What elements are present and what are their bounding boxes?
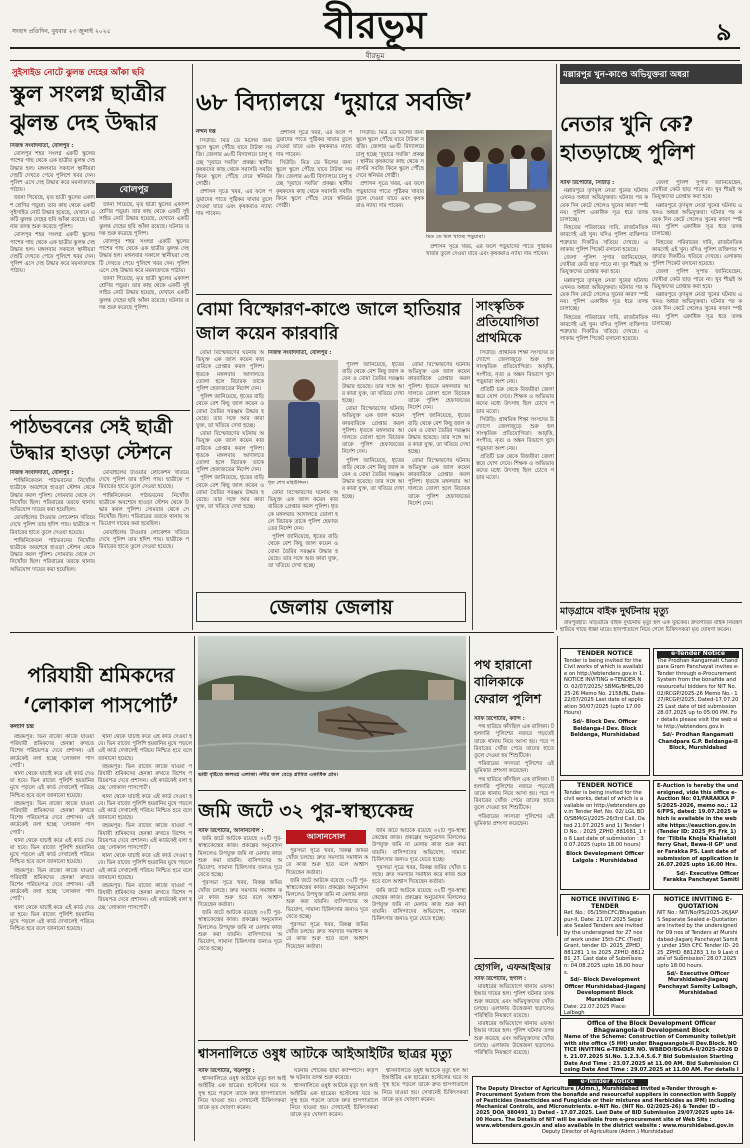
column-rule bbox=[556, 64, 557, 630]
paragraph: থানা থেকে যাচাই করে এই কার্ড দেওয়া হবে। ভিন রাজ্যে পুলিশি হয়রানির মুখে পড়লে এই কার্ড দেখালেই পরিচয় নিশ্চিত হবে বলে জানানো হয়েছে। bbox=[98, 853, 192, 881]
story-body bbox=[98, 734, 192, 1138]
masthead-rule bbox=[10, 47, 740, 49]
story-headline: পরিযায়ী শ্রমিকদের ‘লোকাল পাসপোর্ট’ bbox=[22, 663, 180, 717]
e-auction-notice bbox=[653, 780, 743, 890]
paragraph: বহরমপুর: ভিন রাজ্যে কাজে যাওয়া পরিযায়ী শ্রমিকদের হেনস্তা রুখতে বিশেষ পরিচয়পত্র দেবে প্রশাসন। এই কার্ডকেই বলা হচ্ছে ‘লোকাল পাসপোর্ট’। bbox=[98, 883, 192, 911]
paragraph: শ্বাসনালিতে ওষুধ আটকে মৃত্যু হল আইআইটির এক ছাত্রের। হস্টেলের ঘরে অসুস্থ হয়ে পড়লে তাকে দ্রুত হাসপাতালে নিয়ে যাওয়া হয়। সেখানেই চিকিৎসকরা তাকে মৃত ঘোষণা করেন। bbox=[382, 1068, 468, 1103]
paragraph: পুলিশ জানিয়েছে, ধৃতের বাড়ি থেকে বেশ কিছু জাল কয়েন ও বোমা তৈরির সরঞ্জাম উদ্ধার হয়েছে। তার সঙ্গে আর কারা যুক্ত, তা খতিয়ে দেখা হচ্ছে। bbox=[408, 413, 470, 456]
story-body bbox=[198, 1068, 286, 1140]
notice-signature: Sd/- Executive Officer Murshidabad-Jiaganj Panchayat Samity Lalbagh, Murshidabad bbox=[658, 970, 738, 997]
story-headline: স্কুল সংলগ্ন ছাত্রীর ঝুলন্ত দেহ উদ্ধার bbox=[10, 82, 166, 136]
divider bbox=[10, 632, 554, 633]
story-body bbox=[426, 244, 552, 290]
paragraph: বোমা বিস্ফোরণের ঘটনায় অভিযুক্ত এক জাল কয়েন কারবারিকে গ্রেপ্তার করল পুলিশ। ধৃতকে মঙ্গলবার আদালতে তোলা হলে বিচারক তাকে পুলিশ হেফাজতের নির্দেশ দেন। bbox=[408, 457, 470, 507]
column-rule bbox=[194, 636, 195, 1141]
paragraph: পরিবারের সদস্যরা পুলিশের এই ভূমিকার প্রশংসা করেছেন। bbox=[474, 813, 554, 827]
story-body bbox=[198, 828, 282, 1040]
story-body bbox=[474, 716, 554, 956]
story-headline: জমি জটে ৩২ পুর-স্বাস্থ্যকেন্দ্র bbox=[198, 800, 414, 822]
story-body bbox=[382, 1068, 468, 1140]
location-badge: আসানসোল bbox=[286, 830, 366, 844]
notice-body: Tender is being invited for the Civil works of which is available on http://wbtenders.gov.in 1. NOTICE INVITING e-TENDER NO. 02/07/2025/ SBMG/BHEL/2025-26 Memo No. 2158/BL Date- 22/07/2025 Last date of application 30/07/2025 (upto 17.00 Hours) bbox=[564, 657, 646, 717]
paragraph: জানা গিয়েছে, মৃত ছাত্রী স্কুলের একাদশ শ্রেণির পড়ুয়া। তার কাছ থেকে একটি সুইসাইড নোট উদ্ধার হয়েছে, যেখানে একটি ঝুলন্ত দেহের ছবি আঁকা রয়েছে। ঘটনার তদন্ত শুরু করেছে পুলিশ। bbox=[10, 195, 95, 231]
story-headline: পথ হারানো বালিকাকে ফেরাল পুলিশ bbox=[474, 657, 542, 706]
notice-body: Name of the Scheme: Construction of Community toilet/pit with site office (5 HH) under Bhagwangola-II Dev.Block. NOTICE INVITING e-TENDER NO. WBBDO/BGOLA-II/2025-2026 Dt. 21.07.2025 Sl.No. 1.2.3.4.5.6.7 Bid Submission Starting Date And Time : 23.07.2025 at 11.00 AM. Bid Submission Closing Date And Time : 29.07.2025 at 11.00 AM. For details l bbox=[564, 1034, 739, 1074]
paragraph: মল্লারপুরে তৃণমূল নেতা খুনের ঘটনায় এখনও অধরা অভিযুক্তরা। ঘটনার পর কয়েক দিন কেটে গেলেও খুনের কারণ স্পষ্ট নয়। পুলিশ একাধিক সূত্র ধরে তদন্ত চালাচ্ছে। bbox=[652, 292, 742, 327]
story-body bbox=[268, 350, 470, 360]
notice-inviting-e-tender bbox=[560, 894, 650, 1016]
e-tender-notice bbox=[472, 1076, 743, 1144]
paragraph: রামপুরহাট: মাড়গ্রামে বাইক দুর্ঘটনায় মৃত্যু হল এক যুবকের। দ্রুতগতির বাইক নিয়ন্ত্রণ হারিয়ে গাছে ধাক্কা মারে। হাসপাতালে নিয়ে গেলে চিকিৎসকরা মৃত ঘোষণা করেন। bbox=[560, 620, 742, 634]
notice-title: TENDER NOTICE bbox=[577, 782, 633, 789]
paragraph: পথ হারিয়ে কাঁদছিল এক বালিকা। টহলদারি পুলিশের নজরে পড়তেই তাকে থানায় নিয়ে আসা হয়। পরে পরিবারের খোঁজ পেয়ে তাদের হাতে তুলে দেওয়া হয় শিশুটিকে। bbox=[474, 776, 554, 812]
location-badge: বোলপুর bbox=[96, 183, 172, 198]
story-headline: বোমা বিস্ফোরণ-কাণ্ডে জালে হাতিয়ার জাল কয়েন কারবারি bbox=[196, 300, 461, 344]
notice-title: TENDER NOTICE bbox=[577, 650, 633, 657]
byline: নিজস্ব সংবাদদাতা, বোলপুর : bbox=[268, 350, 332, 356]
paragraph: থানা থেকে যাচাই করে এই কার্ড দেওয়া হবে। ভিন রাজ্যে পুলিশি হয়রানির মুখে পড়লে এই কার্ড দেখালেই পরিচয় নিশ্চিত হবে বলে জানানো হয়েছে। bbox=[10, 904, 94, 933]
paragraph: পথ হারিয়ে কাঁদছিল এক বালিকা। টহলদারি পুলিশের নজরে পড়তেই তাকে থানায় নিয়ে আসা হয়। পরে পরিবারের খোঁজ পেয়ে তাদের হাতে তুলে দেওয়া হয় শিশুটিকে। bbox=[474, 724, 554, 760]
notice-signature: Sd/- Prodhan Rangamati Chandpara G.P. Beldanga-II Block, Murshidabad bbox=[658, 732, 738, 752]
paragraph: প্রতিটি চক্র থেকে বিজয়ীরা জেলা স্তরে যোগ দেবে। শিক্ষক ও অভিভাবকদের মধ্যে উৎসাহ ছিল চোখে পড়ার মতো। bbox=[476, 387, 554, 415]
midday-meal-photo bbox=[426, 130, 552, 232]
column-rule bbox=[472, 298, 473, 630]
paragraph: বহরমপুর: ভিন রাজ্যে কাজে যাওয়া পরিযায়ী শ্রমিকদের হেনস্তা রুখতে বিশেষ পরিচয়পত্র দেবে প্রশাসন। এই কার্ডকেই বলা হচ্ছে ‘লোকাল পাসপোর্ট’। bbox=[98, 823, 192, 852]
person-illustration bbox=[268, 360, 338, 478]
paragraph: মল্লারপুরে তৃণমূল নেতা খুনের ঘটনায় এখনও অধরা অভিযুক্তরা। ঘটনার পর কয়েক দিন কেটে গেলেও খুনের কারণ স্পষ্ট নয়। পুলিশ একাধিক সূত্র ধরে তদন্ত চালাচ্ছে। bbox=[560, 188, 648, 224]
paragraph: প্রতিটি চক্র থেকে বিজয়ীরা জেলা স্তরে যোগ দেবে। শিক্ষক ও অভিভাবকদের মধ্যে উৎসাহ ছিল চোখে পড়ার মতো। bbox=[476, 453, 554, 482]
paragraph: সিউড়ি: প্রাথমিক শিক্ষা সংসদের উদ্যোগে জেলাজুড়ে শুরু হল সাংস্কৃতিক প্রতিযোগিতা। আবৃত্তি, সংগীত, নৃত্য ও অঙ্কন বিভাগে খুদে পড়ুয়ারা অংশ নেয়। bbox=[476, 416, 554, 452]
notice-inviting-e-quotation bbox=[653, 894, 743, 1016]
paragraph: প্রশাসন সূত্রে খবর, এর ফলে পড়ুয়াদের পাতে পুষ্টিকর খাবার তুলে দেওয়া যাবে এবং কৃষকরাও ন্যায্য দাম পাবেন। bbox=[196, 189, 272, 218]
story-body bbox=[290, 1068, 378, 1140]
paragraph: জেলা পুলিশ সুপার জানিয়েছেন, দোষীরা কেউ ছাড় পাবে না। খুব শীঘ্রই অভিযুক্তদের গ্রেপ্তার করা হবে। bbox=[652, 180, 742, 201]
notice-body: NIT No.: NIT/No/PS/2025-26/JAPS Separate Sealed e-Quotation are invited by the undersigned for 09 nos of Tenders at Murshidabad-Jiaganj Panchayat Samity under 15th CFC Tender ID- 2025_ZPHD_881283_1 to 9 Last date of Submission: 28.07.2025 upto 18:00 hours. bbox=[657, 910, 739, 969]
tender-notice bbox=[560, 648, 650, 776]
paragraph: বহরমপুর: ভিন রাজ্যে কাজে যাওয়া পরিযায়ী শ্রমিকদের হেনস্তা রুখতে বিশেষ পরিচয়পত্র দেবে প্রশাসন। এই কার্ডকেই বলা হচ্ছে ‘লোকাল পাসপোর্ট’। bbox=[98, 763, 192, 792]
divider bbox=[198, 1040, 468, 1041]
paragraph: মল্লারপুরে তৃণমূল নেতা খুনের ঘটনায় এখনও অধরা অভিযুক্তরা। ঘটনার পর কয়েক দিন কেটে গেলেও খুনের কারণ স্পষ্ট নয়। পুলিশ একাধিক সূত্র ধরে তদন্ত চালাচ্ছে। bbox=[560, 277, 648, 313]
paragraph: নিহতের পরিবারের দাবি, রাজনৈতিক কারণেই এই খুন। যদিও পুলিশ ব্যক্তিগত শত্রুতার দিকটিও খতিয়ে দেখছে। এলাকায় পুলিশ পিকেট বসানো হয়েছে। bbox=[560, 314, 648, 343]
paragraph: শান্তিনিকেতন পাঠভবনের নিখোঁজ ছাত্রীকে অবশেষে হাওড়া স্টেশন থেকে উদ্ধার করল পুলিশ। সোমবার থেকে সে নিখোঁজ ছিল। পরিবারের তরফে থানায় অভিযোগ দায়ের করা হয়েছিল। bbox=[10, 478, 95, 514]
paragraph: সিউড়ি: মিড ডে মিলের জন্য স্কুলে স্কুলে পৌঁছে যাবে টাটকা সবজি। জেলার ৬৮টি বিদ্যালয়ে চালু হচ্ছে ‘দুয়ারে সবজি’ প্রকল্প। স্থানীয় কৃষকদের কাছ থেকে সরাসরি সবজি কিনে স্কুলে পৌঁছে দেবে স্বনির্ভর গোষ্ঠী। bbox=[276, 159, 352, 210]
notice-date: Date: 22.07.2025 Place: Lalbagh bbox=[564, 1003, 627, 1016]
story-headline: ৬৮ বিদ্যালয়ে ‘দুয়ারে সবজি’ bbox=[196, 88, 473, 116]
column-rule bbox=[192, 64, 193, 630]
notice-signature: Sd/- Block Development Officer Murshidabad-Jiaganj Development Block Murshidabad bbox=[564, 977, 646, 1003]
paragraph: জেলা পুলিশ সুপার জানিয়েছেন, দোষীরা কেউ ছাড় পাবে না। খুব শীঘ্রই অভিযুক্তদের গ্রেপ্তার করা হবে। bbox=[652, 269, 742, 290]
notice-title: e-Tender Notice bbox=[568, 1079, 648, 1086]
photo-caption: ধৃত শেখ মহিউদ্দিন। bbox=[268, 480, 309, 486]
paragraph: থানা থেকে যাচাই করে এই কার্ড দেওয়া হবে। ভিন রাজ্যে পুলিশি হয়রানির মুখে পড়লে এই কার্ড দেখালেই পরিচয় নিশ্চিত হবে বলে জানানো হয়েছে। bbox=[98, 793, 192, 822]
paragraph: পুরসভা সূত্রে খবর, বিকল্প জমির খোঁজ চলছে। দ্রুত সমস্যার সমাধান করে কাজ শুরু হবে বলে আশ্বাস দিয়েছেন কর্তারা। bbox=[372, 865, 466, 886]
paragraph: প্রশাসন সূত্রে খবর, এর ফলে পড়ুয়াদের পাতে পুষ্টিকর খাবার তুলে দেওয়া যাবে এবং কৃষকরাও ন্যায্য দাম পাবেন। bbox=[426, 244, 552, 258]
paragraph: পুরসভা সূত্রে খবর, বিকল্প জমির খোঁজ চলছে। দ্রুত সমস্যার সমাধান করে কাজ শুরু হবে বলে আশ্বাস দিয়েছেন কর্তারা। bbox=[286, 922, 368, 950]
byline: স্টাফ রিপোর্টার, সিউড়ি : bbox=[560, 180, 615, 186]
masthead-rule-thin bbox=[10, 60, 740, 61]
paragraph: বোলপুর শহর সংলগ্ন একটি স্কুলের পাশের গাছ থেকে এক ছাত্রীর ঝুলন্ত দেহ উদ্ধার হল। মঙ্গলবার সকালে স্থানীয়রা দেহটি দেখতে পেয়ে পুলিশে খবর দেন। পুলিশ এসে দেহ উদ্ধার করে ময়নাতদন্তে পাঠায়। bbox=[10, 232, 95, 275]
paragraph: থানা থেকে যাচাই করে এই কার্ড দেওয়া হবে। ভিন রাজ্যে পুলিশি হয়রানির মুখে পড়লে এই কার্ড দেখালেই পরিচয় নিশ্চিত হবে বলে জানানো হয়েছে। bbox=[10, 837, 94, 866]
photo-caption: ভারী বৃষ্টিতে জলমগ্ন এলাকা। নদীর জল বেড়ে প্লাবিত একাধিক গ্রাম। bbox=[198, 772, 339, 778]
story-body bbox=[286, 848, 368, 1040]
paragraph: জমি জটে আটকে রয়েছে ৩২টি পুর-স্বাস্থ্যকেন্দ্রের কাজ। প্রকল্পের অনুমোদন মিললেও উপযুক্ত জমি না মেলায় কাজ শুরু করা যায়নি। বাসিন্দাদের অভিযোগ, সামান্য চিকিৎসার জন্যও দূরে যেতে হচ্ছে। bbox=[198, 910, 282, 953]
byline: স্টাফ রিপোর্টার, কান্দি : bbox=[474, 716, 525, 722]
notice-signature: Sd/- Executive Officer Farakka Panchayat Samiti bbox=[663, 870, 739, 884]
story-kicker: সুইসাইড নোটে ঝুলন্ত দেহের আঁকা ছবি bbox=[12, 68, 145, 78]
paragraph: নিহতের পরিবারের দাবি, রাজনৈতিক কারণেই এই খুন। যদিও পুলিশ ব্যক্তিগত শত্রুতার দিকটিও খতিয়ে দেখছে। এলাকায় পুলিশ পিকেট বসানো হয়েছে। bbox=[560, 225, 648, 253]
paragraph: পুলিশ জানিয়েছে, ধৃতের বাড়ি থেকে বেশ কিছু জাল কয়েন ও বোমা তৈরির সরঞ্জাম উদ্ধার হয়েছে। তার সঙ্গে আর কারা যুক্ত, তা খতিয়ে দেখা হচ্ছে। bbox=[196, 475, 264, 511]
paragraph: সিউড়ি: প্রাথমিক শিক্ষা সংসদের উদ্যোগে জেলাজুড়ে শুরু হল সাংস্কৃতিক প্রতিযোগিতা। আবৃত্তি, সংগীত, নৃত্য ও অঙ্কন বিভাগে খুদে পড়ুয়ারা অংশ নেয়। bbox=[476, 350, 554, 385]
divider bbox=[474, 958, 554, 959]
paragraph: থানা থেকে যাচাই করে এই কার্ড দেওয়া হবে। ভিন রাজ্যে পুলিশি হয়রানির মুখে পড়লে এই কার্ড দেখালেই পরিচয় নিশ্চিত হবে বলে জানানো হয়েছে। bbox=[10, 771, 94, 799]
story-body bbox=[10, 143, 95, 406]
paragraph: বহরমপুর: ভিন রাজ্যে কাজে যাওয়া পরিযায়ী শ্রমিকদের হেনস্তা রুখতে বিশেষ পরিচয়পত্র দেবে প্রশাসন। এই কার্ডকেই বলা হচ্ছে ‘লোকাল পাসপোর্ট’। bbox=[10, 734, 94, 769]
story-headline: নেতার খুনি কে? হাতড়াচ্ছে পুলিশ bbox=[560, 112, 695, 164]
paragraph: জানা গিয়েছে, মৃত ছাত্রী স্কুলের একাদশ শ্রেণির পড়ুয়া। তার কাছ থেকে একটি সুইসাইড নোট উদ্ধার হয়েছে, যেখানে একটি ঝুলন্ত দেহের ছবি আঁকা রয়েছে। ঘটনার তদন্ত শুরু করেছে পুলিশ। bbox=[99, 202, 189, 237]
story-body bbox=[196, 350, 264, 630]
divider bbox=[560, 602, 742, 603]
paragraph: জানা গিয়েছে, মৃত ছাত্রী স্কুলের একাদশ শ্রেণির পড়ুয়া। তার কাছ থেকে একটি সুইসাইড নোট উদ্ধার হয়েছে, যেখানে একটি ঝুলন্ত দেহের ছবি আঁকা রয়েছে। ঘটনার তদন্ত শুরু করেছে পুলিশ। bbox=[99, 276, 189, 311]
story-body bbox=[196, 138, 272, 290]
story-headline: মাড়গ্রামে বাইক দুর্ঘটনায় মৃত্যু bbox=[560, 606, 669, 617]
paragraph: পরিবারের সদস্যরা পুলিশের এই ভূমিকার প্রশংসা করেছেন। bbox=[474, 761, 554, 775]
story-body bbox=[276, 130, 352, 290]
paragraph: পুলিশ জানিয়েছে, ধৃতের বাড়ি থেকে বেশ কিছু জাল কয়েন ও বোমা তৈরির সরঞ্জাম উদ্ধার হয়েছে। তার সঙ্গে আর কারা যুক্ত, তা খতিয়ে দেখা হচ্ছে। bbox=[196, 394, 264, 430]
paragraph: পুলিশ জানিয়েছে, ধৃতের বাড়ি থেকে বেশ কিছু জাল কয়েন ও বোমা তৈরির সরঞ্জাম উদ্ধার হয়েছে। তার সঙ্গে আর কারা যুক্ত, তা খতিয়ে দেখা হচ্ছে। bbox=[342, 362, 404, 405]
paragraph: পুরসভা সূত্রে খবর, বিকল্প জমির খোঁজ চলছে। দ্রুত সমস্যার সমাধান করে কাজ শুরু হবে বলে আশ্বাস দিয়েছেন কর্তারা। bbox=[198, 880, 282, 909]
notice-body: The Prodhan Rangamati Chandpara Gram Panchayat invites e-Tender through e-Procurement System from the bonafide and resourceful bidders for NIT No. 02/RCGP/2025-26 Memo No.- 127/RCGP/2025, Dated-17.07.2025 Last date of bid submission 28.07.2025 up to 05:00 PM. For details please visit the web site http://wbtenders.gov.in bbox=[657, 657, 739, 730]
byline: স্টাফ রিপোর্টার, হুগলি : bbox=[474, 976, 527, 982]
flood-illustration bbox=[198, 636, 466, 770]
column-rule bbox=[469, 636, 470, 1036]
byline: নন্দন দত্ত bbox=[196, 129, 216, 135]
story-headline: হোগলি, এফআইআর bbox=[474, 963, 551, 973]
paragraph: শান্তিনিকেতন পাঠভবনের নিখোঁজ ছাত্রীকে অবশেষে হাওড়া স্টেশন থেকে উদ্ধার করল পুলিশ। সোমবার থেকে সে নিখোঁজ ছিল। পরিবারের তরফে থানায় অভিযোগ দায়ের করা হয়েছিল। bbox=[10, 537, 95, 573]
story-body bbox=[10, 734, 94, 1138]
dateline: সংবাদ প্রতিদিন, বুধবার ২৩ জুলাই ২০২৫ bbox=[12, 28, 111, 35]
paragraph: মল্লারপুরে তৃণমূল নেতা খুনের ঘটনায় এখনও অধরা অভিযুক্তরা। ঘটনার পর কয়েক দিন কেটে গেলেও খুনের কারণ স্পষ্ট নয়। পুলিশ একাধিক সূত্র ধরে তদন্ত চালাচ্ছে। bbox=[652, 202, 742, 238]
flood-photo bbox=[198, 636, 466, 770]
paragraph: শান্তিনিকেতন পাঠভবনের নিখোঁজ ছাত্রীকে অবশেষে হাওড়া স্টেশন থেকে উদ্ধার করল পুলিশ। সোমবার থেকে সে নিখোঁজ ছিল। পরিবারের তরফে থানায় অভিযোগ দায়ের করা হয়েছিল। bbox=[99, 492, 189, 528]
notice-body: E-Auction is hereby the undersigned, vide this office e-Auction No: 01/FARAKKA PS/2025-2026, memo no.: 126/FPS, dated: 19.07.2025 which is available in the website https://eauction.gov.in (Tender ID: 2025_PS_Frk_1) for 'Tilbila Khojla Khaliatoli ferry Ghat, Bewa-II GP' under Farakka PS. Last date of submission of application is 26.07.2025 upto 16.00 Hrs. bbox=[657, 783, 739, 869]
paragraph: সিউড়ি: মিড ডে মিলের জন্য স্কুলে স্কুলে পৌঁছে যাবে টাটকা সবজি। জেলার ৬৮টি বিদ্যালয়ে চালু হচ্ছে ‘দুয়ারে সবজি’ প্রকল্প। স্থানীয় কৃষকদের কাছ থেকে সরাসরি সবজি কিনে স্কুলে পৌঁছে দেবে স্বনির্ভর গোষ্ঠী। bbox=[196, 138, 272, 188]
paragraph: শ্বাসনালিতে ওষুধ আটকে মৃত্যু হল আইআইটির এক ছাত্রের। হস্টেলের ঘরে অসুস্থ হয়ে পড়লে তাকে দ্রুত হাসপাতালে নিয়ে যাওয়া হয়। সেখানেই চিকিৎসকরা তাকে মৃত ঘোষণা করেন। bbox=[290, 1083, 378, 1119]
notice-signature: Deputy Director of Agriculture (Admn.) Murshidabad bbox=[542, 1129, 673, 1136]
accused-photo bbox=[268, 360, 338, 478]
paragraph: নিহতের পরিবারের দাবি, রাজনৈতিক কারণেই এই খুন। যদিও পুলিশ ব্যক্তিগত শত্রুতার দিকটিও খতিয়ে দেখছে। এলাকায় পুলিশ পিকেট বসানো হয়েছে। bbox=[652, 239, 742, 268]
notice-title: Office of the Block Development Officer Bhagwangola-II Development Block bbox=[587, 1021, 716, 1034]
paragraph: বোমা বিস্ফোরণের ঘটনায় অভিযুক্ত এক জাল কয়েন কারবারিকে গ্রেপ্তার করল পুলিশ। ধৃতকে মঙ্গলবার আদালতে তোলা হলে বিচারক তাকে পুলিশ হেফাজতের নির্দেশ দেন। bbox=[342, 406, 404, 456]
paragraph: মারধরের অভিযোগে থানায় এফআইআর দায়ের হল। পুলিশ ঘটনার তদন্ত শুরু করেছে এবং অভিযুক্তদের খোঁজ চলছে। এলাকায় উত্তেজনা ছড়ালেও পরিস্থিতি নিয়ন্ত্রণে রয়েছে। bbox=[474, 1021, 554, 1057]
divider bbox=[196, 294, 552, 295]
page-number: ৯ bbox=[716, 18, 732, 46]
paragraph: সিউড়ি: মিড ডে মিলের জন্য স্কুলে স্কুলে পৌঁছে যাবে টাটকা সবজি। জেলার ৬৮টি বিদ্যালয়ে চালু হচ্ছে ‘দুয়ারে সবজি’ প্রকল্প। স্থানীয় কৃষকদের কাছ থেকে সরাসরি সবজি কিনে স্কুলে পৌঁছে দেবে স্বনির্ভর গোষ্ঠী। bbox=[356, 130, 424, 180]
paragraph: পুরসভা সূত্রে খবর, বিকল্প জমির খোঁজ চলছে। দ্রুত সমস্যার সমাধান করে কাজ শুরু হবে বলে আশ্বাস দিয়েছেন কর্তারা। bbox=[286, 848, 368, 876]
notice-title: e-Tender Notice bbox=[657, 651, 739, 658]
story-body bbox=[342, 362, 404, 630]
story-body bbox=[476, 350, 554, 630]
paragraph: বোলপুর শহর সংলগ্ন একটি স্কুলের পাশের গাছ থেকে এক ছাত্রীর ঝুলন্ত দেহ উদ্ধার হল। মঙ্গলবার সকালে স্থানীয়রা দেহটি দেখতে পেয়ে পুলিশে খবর দেন। পুলিশ এসে দেহ উদ্ধার করে ময়নাতদন্তে পাঠায়। bbox=[99, 239, 189, 274]
paragraph: জমি জটে আটকে রয়েছে ৩২টি পুর-স্বাস্থ্যকেন্দ্রের কাজ। প্রকল্পের অনুমোদন মিললেও উপযুক্ত জমি না মেলায় কাজ শুরু করা যায়নি। বাসিন্দাদের অভিযোগ, সামান্য চিকিৎসার জন্যও দূরে যেতে হচ্ছে। bbox=[286, 877, 368, 920]
notice-signature: Sd/- Block Dev. Officer Beldanga-I Dev. Block Beldanga, Murshidabad bbox=[570, 718, 640, 739]
paragraph: বোমা বিস্ফোরণের ঘটনায় অভিযুক্ত এক জাল কয়েন কারবারিকে গ্রেপ্তার করল পুলিশ। ধৃতকে মঙ্গলবার আদালতে তোলা হলে বিচারক তাকে পুলিশ হেফাজতের নির্দেশ দেন। bbox=[196, 350, 264, 393]
paragraph: জমি জটে আটকে রয়েছে ৩২টি পুর-স্বাস্থ্যকেন্দ্রের কাজ। প্রকল্পের অনুমোদন মিললেও উপযুক্ত জমি না মেলায় কাজ শুরু করা যায়নি। বাসিন্দাদের অভিযোগ, সামান্য চিকিৎসার জন্যও দূরে যেতে হচ্ছে। bbox=[198, 836, 282, 879]
story-body bbox=[408, 362, 470, 630]
divider bbox=[10, 410, 190, 411]
byline: নিজস্ব সংবাদদাতা, বোলপুর : bbox=[10, 470, 74, 476]
paragraph: বহরমপুর: ভিন রাজ্যে কাজে যাওয়া পরিযায়ী শ্রমিকদের হেনস্তা রুখতে বিশেষ পরিচয়পত্র দেবে প্রশাসন। এই কার্ডকেই বলা হচ্ছে ‘লোকাল পাসপোর্ট’। bbox=[10, 867, 94, 903]
story-body bbox=[10, 470, 95, 630]
notice-signature: Block Development Officer Lalgola : Murshidabad bbox=[566, 850, 644, 864]
story-body bbox=[99, 202, 189, 406]
paragraph: মোবাইলের টাওয়ার লোকেশন খতিয়ে দেখে পুলিশ তার হদিশ পায়। ছাত্রীকে পরিবারের হাতে তুলে দেওয়া হয়েছে। bbox=[99, 529, 189, 551]
notice-body: The Deputy Director of Agriculture (Admn.), Murshidabad invited e-Tender through e-Procurement System from the bonafide and resourceful suppliers in connection with Supply of Pesticides (Insecticides and Fungicide or their mixtures and Herbicides as IPM) including Mechanical Controls, and Micronutrients. e-NIT No. (NIT No. 02/2025-26) & Tender ID - 2025_DOA_880491_1) Dated - 17.07.2025. Last Date of BID Submission 29/07/2025 upto 14-00 Hours. The Details of NIT will be available from e-procurement site of Web Site : www.wbtenders.gov.in and also available in the district website : www.murshidabad.gov.in bbox=[476, 1085, 737, 1129]
story-body bbox=[560, 620, 742, 640]
column-rule bbox=[557, 636, 558, 936]
divider bbox=[198, 790, 466, 791]
paragraph: বোলপুর শহর সংলগ্ন একটি স্কুলের পাশের গাছ থেকে এক ছাত্রীর ঝুলন্ত দেহ উদ্ধার হল। মঙ্গলবার সকালে স্থানীয়রা দেহটি দেখতে পেয়ে পুলিশে খবর দেন। পুলিশ এসে দেহ উদ্ধার করে ময়নাতদন্তে পাঠায়। bbox=[10, 151, 95, 194]
section-label: বীরভূম bbox=[365, 52, 385, 60]
notice-body: Tender is being invited for the civil works, detail of which is available on http://wbtenders.gov.in Tender Ref. No. 02/ LGL BDO/SBM(G)/2025-26/3rd Call, Dated 21.07.2025 and 1) Tender ID No. : 2025_ZPHD_881681_1 to 6 Last date of submission : 30.07.2025 (upto 18.00 hours) bbox=[564, 789, 646, 849]
tender-notice bbox=[560, 780, 650, 890]
photo-caption: মিড ডে মিল খাচ্ছে পড়ুয়ারা। bbox=[426, 234, 485, 240]
bdo-office-notice bbox=[560, 1018, 743, 1074]
paragraph: বহরমপুর: ভিন রাজ্যে কাজে যাওয়া পরিযায়ী শ্রমিকদের হেনস্তা রুখতে বিশেষ পরিচয়পত্র দেবে প্রশাসন। এই কার্ডকেই বলা হচ্ছে ‘লোকাল পাসপোর্ট’। bbox=[10, 800, 94, 836]
story-headline: পাঠভবনের সেই ছাত্রী উদ্ধার হাওড়া স্টেশনে bbox=[10, 416, 173, 464]
paragraph: শ্বাসনালিতে ওষুধ আটকে মৃত্যু হল আইআইটির এক ছাত্রের। হস্টেলের ঘরে অসুস্থ হয়ে পড়লে তাকে দ্রুত হাসপাতালে নিয়ে যাওয়া হয়। সেখানেই চিকিৎসকরা তাকে মৃত ঘোষণা করেন। bbox=[198, 1076, 286, 1112]
story-body bbox=[99, 470, 189, 630]
byline: নিজস্ব সংবাদদাতা, বোলপুর : bbox=[10, 143, 74, 149]
byline: স্টাফ রিপোর্টার, আসানসোল : bbox=[198, 828, 264, 834]
paragraph: জমি জটে আটকে রয়েছে ৩২টি পুর-স্বাস্থ্যকেন্দ্রের কাজ। প্রকল্পের অনুমোদন মিললেও উপযুক্ত জমি না মেলায় কাজ শুরু করা যায়নি। বাসিন্দাদের অভিযোগ, সামান্য চিকিৎসার জন্যও দূরে যেতে হচ্ছে। bbox=[372, 828, 466, 863]
paragraph: মোবাইলের টাওয়ার লোকেশন খতিয়ে দেখে পুলিশ তার হদিশ পায়। ছাত্রীকে পরিবারের হাতে তুলে দেওয়া হয়েছে। bbox=[99, 470, 189, 491]
section-banner: জেলায় জেলায় bbox=[269, 595, 393, 619]
children-illustration bbox=[426, 130, 552, 232]
paragraph: মোবাইলের টাওয়ার লোকেশন খতিয়ে দেখে পুলিশ তার হদিশ পায়। ছাত্রীকে পরিবারের হাতে তুলে দেওয়া হয়েছে। bbox=[10, 515, 95, 536]
e-tender-notice bbox=[653, 648, 743, 776]
notice-title: NOTICE INVITING E-QUOTATION bbox=[663, 896, 733, 910]
byline: কল্যাণ চন্দ্র bbox=[10, 724, 34, 730]
story-headline: শ্বাসনালিতে ওষুধ আটকে আইআইটির ছাত্রর মৃত্যু bbox=[198, 1047, 452, 1062]
story-kicker: মল্লারপুর খুন-কাণ্ডে অভিযুক্তরা অধরা bbox=[563, 70, 690, 80]
paragraph: প্রশাসন সূত্রে খবর, এর ফলে পড়ুয়াদের পাতে পুষ্টিকর খাবার তুলে দেওয়া যাবে এবং কৃষকরাও ন্যায্য দাম পাবেন। bbox=[276, 130, 352, 158]
masthead-title: বীরভূম bbox=[323, 2, 427, 47]
notice-body: Ref. No.: 05/15thCFC/Bhagabanpur-II, Date: 21.07.2025 Separate Sealed Tenders are invited by the undersigned for 27 nos of work under 15th CFC (Tied) Grant, tender ID- 2025_ZPHD_881281_1 to 2025_ZPHD_881281_27. Last date of Submission: 04.08.2025 upto 18.00 hours. bbox=[564, 910, 646, 976]
notice-title: NOTICE INVITING E-TENDER bbox=[570, 896, 640, 910]
story-body bbox=[560, 180, 648, 600]
paragraph: বোমা বিস্ফোরণের ঘটনায় অভিযুক্ত এক জাল কয়েন কারবারিকে গ্রেপ্তার করল পুলিশ। ধৃতকে মঙ্গলবার আদালতে তোলা হলে বিচারক তাকে পুলিশ হেফাজতের নির্দেশ দেন। bbox=[196, 431, 264, 474]
paragraph: পুলিশ জানিয়েছে, ধৃতের বাড়ি থেকে বেশ কিছু জাল কয়েন ও বোমা তৈরির সরঞ্জাম উদ্ধার হয়েছে। তার সঙ্গে আর কারা যুক্ত, তা খতিয়ে দেখা হচ্ছে। bbox=[342, 457, 404, 500]
paragraph: পুলিশ জানিয়েছে, ধৃতের বাড়ি থেকে বেশ কিছু জাল কয়েন ও বোমা তৈরির সরঞ্জাম উদ্ধার হয়েছে। তার সঙ্গে আর কারা যুক্ত, তা খতিয়ে দেখা হচ্ছে। bbox=[268, 534, 338, 570]
paragraph: প্রশাসন সূত্রে খবর, এর ফলে পড়ুয়াদের পাতে পুষ্টিকর খাবার তুলে দেওয়া যাবে এবং কৃষকরাও ন্যায্য দাম পাবেন। bbox=[356, 181, 424, 210]
story-body bbox=[372, 828, 466, 1040]
paragraph: ঘটনায় শোকের ছায়া ক্যাম্পাসে। কর্তৃপক্ষ ঘটনার তদন্ত শুরু করেছে। bbox=[290, 1068, 378, 1082]
byline: স্টাফ রিপোর্টার, খড়্গপুর : bbox=[198, 1068, 255, 1074]
paragraph: জমি জটে আটকে রয়েছে ৩২টি পুর-স্বাস্থ্যকেন্দ্রের কাজ। প্রকল্পের অনুমোদন মিললেও উপযুক্ত জমি না মেলায় কাজ শুরু করা যায়নি। বাসিন্দাদের অভিযোগ, সামান্য চিকিৎসার জন্যও দূরে যেতে হচ্ছে। bbox=[372, 887, 466, 923]
story-body bbox=[356, 130, 424, 290]
story-headline: সাংস্কৃতিক প্রতিযোগিতা প্রাথমিকে bbox=[476, 298, 539, 345]
paragraph: বোমা বিস্ফোরণের ঘটনায় অভিযুক্ত এক জাল কয়েন কারবারিকে গ্রেপ্তার করল পুলিশ। ধৃতকে মঙ্গলবার আদালতে তোলা হলে বিচারক তাকে পুলিশ হেফাজতের নির্দেশ দেন। bbox=[408, 362, 470, 412]
paragraph: থানা থেকে যাচাই করে এই কার্ড দেওয়া হবে। ভিন রাজ্যে পুলিশি হয়রানির মুখে পড়লে এই কার্ড দেখালেই পরিচয় নিশ্চিত হবে বলে জানানো হয়েছে। bbox=[98, 734, 192, 762]
story-body bbox=[652, 180, 742, 600]
paragraph: মারধরের অভিযোগে থানায় এফআইআর দায়ের হল। পুলিশ ঘটনার তদন্ত শুরু করেছে এবং অভিযুক্তদের খোঁজ চলছে। এলাকায় উত্তেজনা ছড়ালেও পরিস্থিতি নিয়ন্ত্রণে রয়েছে। bbox=[474, 984, 554, 1020]
paragraph: বোমা বিস্ফোরণের ঘটনায় অভিযুক্ত এক জাল কয়েন কারবারিকে গ্রেপ্তার করল পুলিশ। ধৃতকে মঙ্গলবার আদালতে তোলা হলে বিচারক তাকে পুলিশ হেফাজতের নির্দেশ দেন। bbox=[268, 490, 338, 533]
paragraph: জেলা পুলিশ সুপার জানিয়েছেন, দোষীরা কেউ ছাড় পাবে না। খুব শীঘ্রই অভিযুক্তদের গ্রেপ্তার করা হবে। bbox=[560, 255, 648, 276]
